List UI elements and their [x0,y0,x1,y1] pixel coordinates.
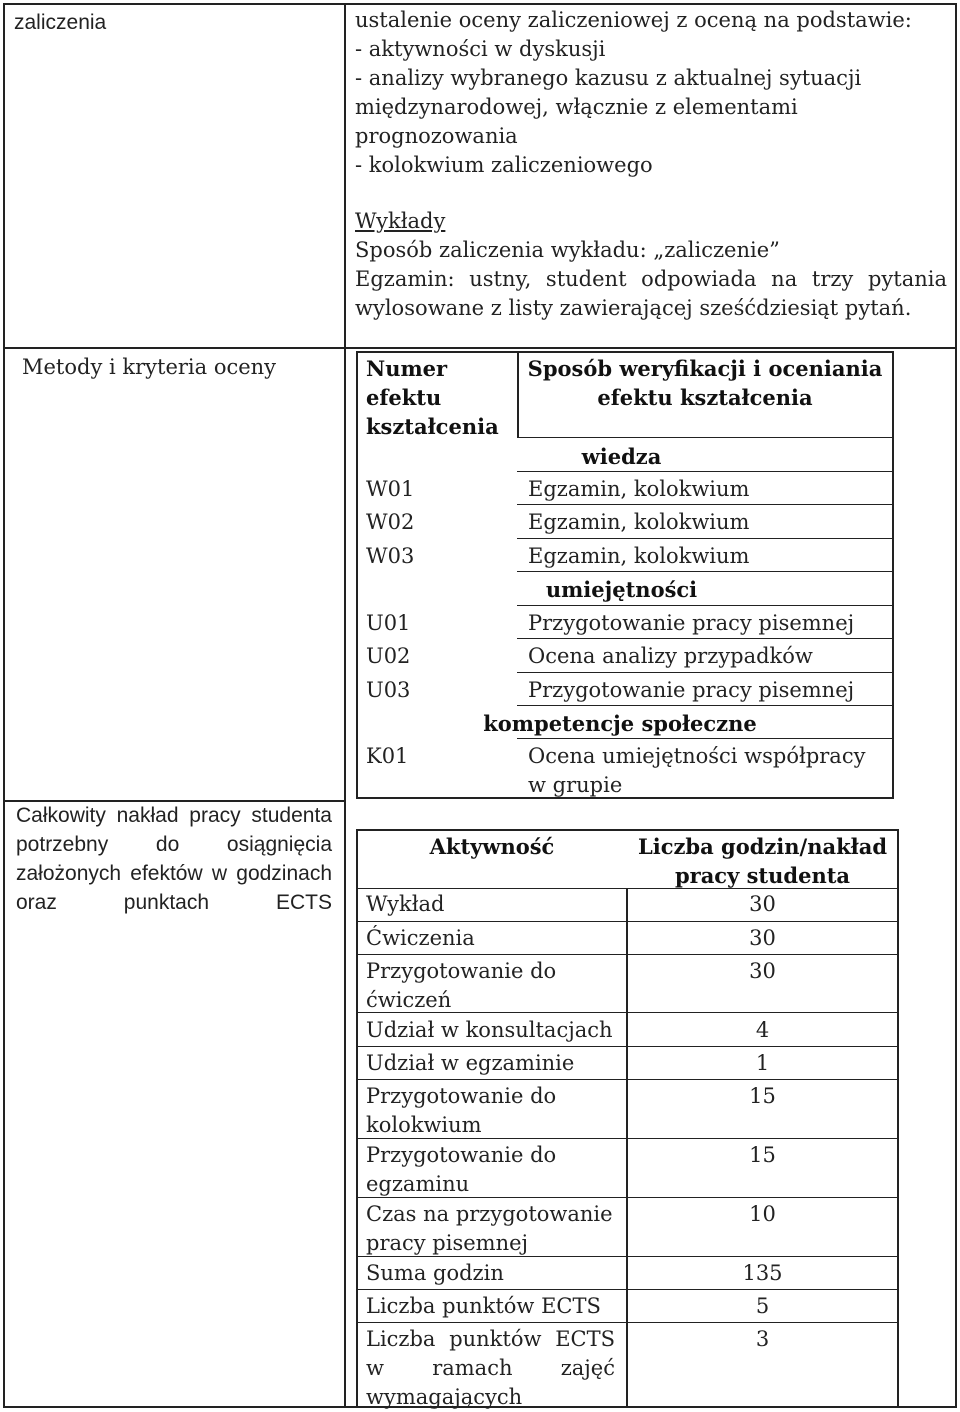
t1-rule [517,605,894,606]
egzamin-line-1: Egzamin: ustny, student odpowiada na trzy pytania [355,267,947,291]
t2-activity: Ćwiczenia [366,926,475,950]
zaliczenia-description [355,6,950,180]
zaliczenia-line: ustalenie oceny zaliczeniowej z oceną na podstawie: [355,8,912,32]
t2-header-liczba-godzin: Liczba godzin/nakład pracy studenta [637,834,888,888]
naklad-label: Całkowity nakład pracy studenta potrzebny do osiągnięcia założonych efektów w godzinach oraz punktach ECTS [16,804,332,914]
t1-method: Ocena umiejętności współpracy w grupie [528,744,866,797]
t2-activity: Liczba punktów ECTS w ramach zajęć wymagających [366,1327,615,1409]
t1-code: W01 [366,477,415,501]
t2-rule [356,1289,899,1290]
t1-method: Egzamin, kolokwium [528,544,750,568]
zaliczenia-line: prognozowania [355,124,518,148]
t2-rule [356,954,899,955]
t2-rule [356,1322,899,1323]
t2-activity: Liczba punktów ECTS [366,1294,601,1318]
t1-method: Ocena analizy przypadków [528,644,813,668]
t1-rule [517,571,894,572]
t2-value: 10 [749,1202,776,1226]
outer-left-border [3,3,5,1408]
t1-header-numer: Numer efektu kształcenia [366,356,499,439]
zaliczenia-line: międzynarodowej, włącznie z elementami [355,95,798,119]
t1-code: K01 [366,744,409,768]
zaliczenia-line: - aktywności w dyskusji [355,37,606,61]
outer-column-divider [344,3,346,1408]
outer-row-divider-1 [3,347,957,349]
t1-code: W02 [366,510,415,534]
t1-section-kompetencje: kompetencje społeczne [483,711,757,736]
outer-right-border [955,3,957,1408]
t1-method: Egzamin, kolokwium [528,510,750,534]
t2-activity: Przygotowanie do kolokwium [366,1084,557,1137]
t1-rule [517,672,894,673]
zaliczenia-line: - analizy wybranego kazusu z aktualnej sytuacji [355,66,862,90]
t2-rule [356,921,899,922]
t2-activity: Przygotowanie do egzaminu [366,1143,557,1196]
t1-method: Przygotowanie pracy pisemnej [528,611,855,635]
outer-top-border [3,3,957,5]
t2-value: 30 [749,959,776,983]
t2-activity: Przygotowanie do ćwiczeń [366,959,557,1012]
t1-rule [517,738,894,739]
t1-rule [517,471,894,472]
t2-rule [356,1046,899,1047]
t2-value: 3 [755,1327,770,1351]
t2-value: 4 [755,1018,770,1042]
sposob-zaliczenia: Sposób zaliczenia wykładu: „zaliczenie” [355,238,780,262]
metody-label: Metody i kryteria oceny [22,355,277,379]
t1-header-sposob: Sposób weryfikacji i oceniania efektu kształcenia [527,356,883,410]
t2-value: 1 [755,1051,770,1075]
t2-value: 30 [749,892,776,916]
t2-activity: Udział w egzaminie [366,1051,575,1075]
t1-code: U03 [366,678,411,702]
t1-code: W03 [366,544,415,568]
t2-rule [356,1079,899,1080]
t2-left-border [356,829,358,1407]
t1-rule [517,437,894,438]
t2-value: 15 [749,1084,776,1108]
t2-value: 135 [742,1261,783,1285]
zaliczenia-line: - kolokwium zaliczeniowego [355,153,653,177]
t2-activity: Suma godzin [366,1261,504,1285]
t2-activity: Czas na przygotowanie pracy pisemnej [366,1202,613,1255]
t1-code: U01 [366,611,411,635]
t2-value: 30 [749,926,776,950]
t1-left-border [356,351,358,799]
t1-rule [517,705,894,706]
t2-header-aktywnosc: Aktywność [429,834,555,859]
t1-code: U02 [366,644,411,668]
t1-right-border [892,351,894,799]
t2-value: 15 [749,1143,776,1167]
t2-top-border [356,829,899,831]
wyklady-block [355,207,947,323]
t1-section-umiejetnosci: umiejętności [545,577,698,602]
egzamin-line-2: wylosowane z listy zawierającej sześćdziesiąt pytań. [355,296,912,320]
t1-method: Egzamin, kolokwium [528,477,750,501]
t1-top-border [356,351,894,353]
t1-rule [517,538,894,539]
t1-section-wiedza: wiedza [581,444,662,469]
t1-rule [517,638,894,639]
t1-col-divider [517,351,519,438]
t2-value: 5 [755,1294,770,1318]
t2-activity: Udział w konsultacjach [366,1018,613,1042]
wyklady-heading: Wykłady [355,209,446,233]
zaliczenia-label: zaliczenia [14,11,107,34]
t2-right-border [897,829,899,1407]
t1-rule [517,504,894,505]
t2-activity: Wykład [366,892,445,916]
t1-method: Przygotowanie pracy pisemnej [528,678,855,702]
